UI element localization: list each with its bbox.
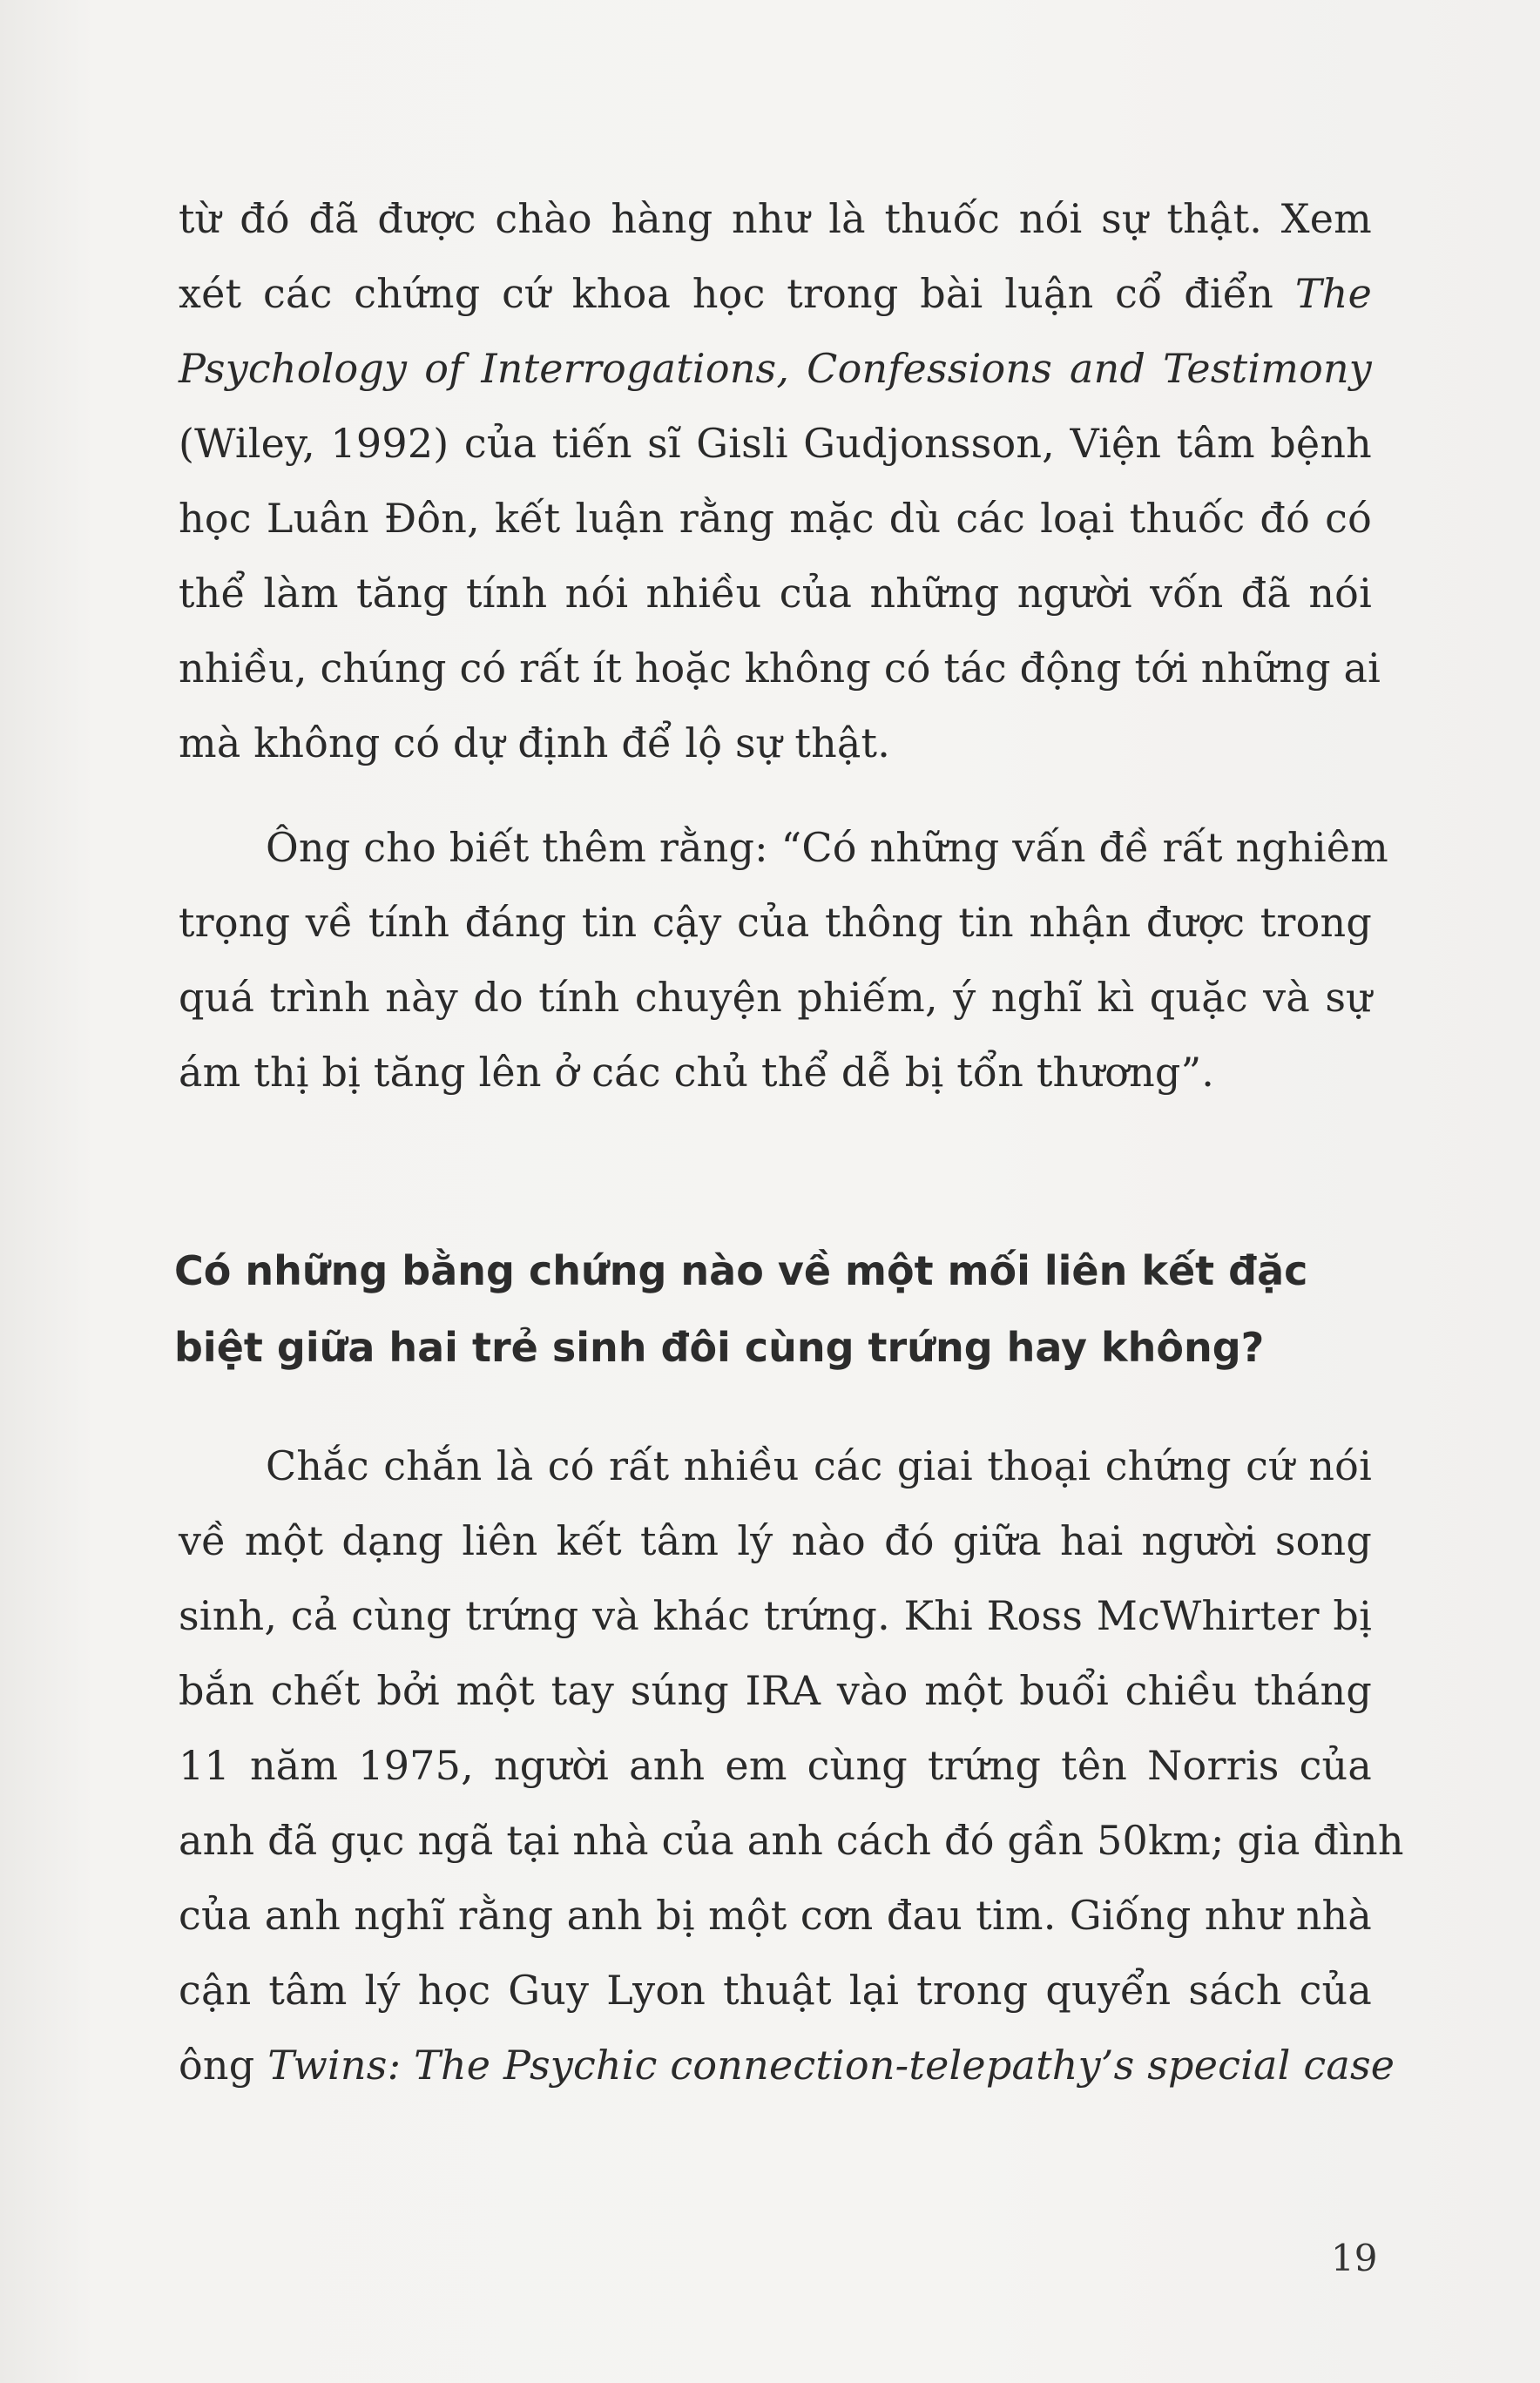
- text-line: anh đã gục ngã tại nhà của anh cách đó gần 50km; gia đình: [179, 1817, 1404, 1864]
- text-line: về một dạng liên kết tâm lý nào đó giữa hai người song: [179, 1517, 1372, 1564]
- paragraph-3: [179, 1428, 1404, 2103]
- text-line: [179, 2028, 1395, 2103]
- text-segment: xét các chứng cứ khoa học trong bài luận cổ điển: [179, 270, 1295, 317]
- italic-title: The: [1294, 270, 1372, 317]
- text-line: nhiều, chúng có rất ít hoặc không có tác động tới những ai: [179, 645, 1381, 692]
- page-number: 19: [1331, 2237, 1378, 2279]
- text-line: của anh nghĩ rằng anh bị một cơn đau tim. Giống như nhà: [179, 1892, 1372, 1939]
- text-line: bắn chết bởi một tay súng IRA vào một buổi chiều tháng: [179, 1667, 1372, 1714]
- italic-title: Psychology of Interrogations, Confessions and Testimony: [179, 345, 1372, 392]
- text-line: học Luân Đôn, kết luận rằng mặc dù các loại thuốc đó có: [179, 495, 1372, 542]
- heading-line: Có những bằng chứng nào về một mối liên kết đặc: [174, 1247, 1308, 1294]
- paragraph-1: [179, 181, 1381, 780]
- text-line: ám thị bị tăng lên ở các chủ thể dễ bị tổn thương”.: [179, 1049, 1215, 1096]
- heading-line: biệt giữa hai trẻ sinh đôi cùng trứng hay không?: [174, 1324, 1265, 1371]
- text-line: (Wiley, 1992) của tiến sĩ Gisli Gudjonsson, Viện tâm bệnh: [179, 420, 1372, 467]
- text-line: thể làm tăng tính nói nhiều của những người vốn đã nói: [179, 570, 1372, 617]
- text-line: [179, 256, 1372, 331]
- text-line: quá trình này do tính chuyện phiếm, ý nghĩ kì quặc và sự: [179, 974, 1372, 1021]
- text-line: Ông cho biết thêm rằng: “Có những vấn đề rất nghiêm: [266, 824, 1388, 871]
- text-line: từ đó đã được chào hàng như là thuốc nói sự thật. Xem: [179, 195, 1372, 242]
- text-line: Chắc chắn là có rất nhiều các giai thoại chứng cứ nói: [266, 1442, 1372, 1489]
- italic-book-title: Twins: The Psychic connection-telepathy’s special case: [267, 2042, 1395, 2089]
- section-heading: [174, 1232, 1376, 1386]
- text-line: trọng về tính đáng tin cậy của thông tin nhận được trong: [179, 899, 1372, 946]
- text-segment: ông: [179, 2042, 268, 2089]
- text-line: [179, 331, 1372, 406]
- paragraph-2: [179, 810, 1388, 1110]
- text-line: mà không có dự định để lộ sự thật.: [179, 719, 891, 766]
- text-line: 11 năm 1975, người anh em cùng trứng tên Norris của: [179, 1742, 1372, 1789]
- text-line: sinh, cả cùng trứng và khác trứng. Khi Ross McWhirter bị: [179, 1592, 1372, 1639]
- text-line: cận tâm lý học Guy Lyon thuật lại trong quyển sách của: [179, 1967, 1372, 2014]
